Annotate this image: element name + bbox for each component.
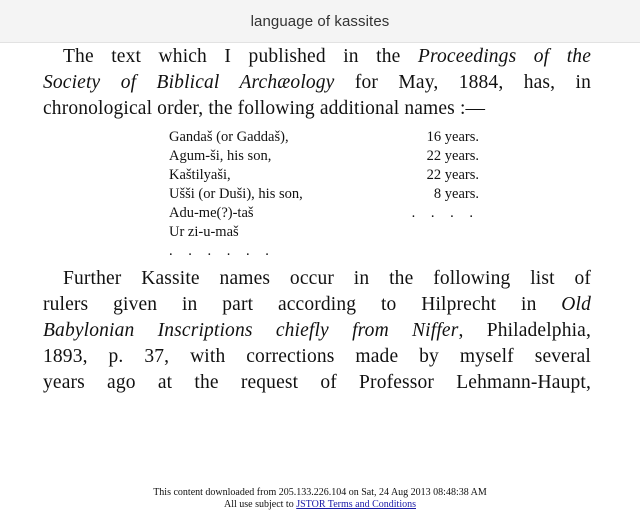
paragraph-1-line-2: Society of Biblical Archæology for May, 1884, has, in [43, 72, 591, 93]
jstor-terms-link[interactable]: JSTOR Terms and Conditions [296, 499, 416, 510]
terms-line: All use subject to JSTOR Terms and Conditions [224, 499, 416, 510]
paragraph-2-line-4: 1893, p. 37, with corrections made by myself several [43, 346, 591, 367]
table-row [169, 223, 479, 242]
ruler-name: Agum-ši, his son, [169, 148, 272, 164]
paragraph-1-line-1: The text which I published in the Proceedings of the [63, 46, 591, 67]
ruler-name: Gandaš (or Gaddaš), [169, 129, 289, 145]
paragraph-2 [43, 266, 591, 396]
paragraph-2-line-5: years ago at the request of Professor Lehmann-Haupt, [43, 372, 591, 393]
ellipsis-row: . . . . . . [169, 243, 275, 259]
paragraph-2-line-2: rulers given in part according to Hilprecht in Old [43, 294, 591, 315]
reign-years: 16 years. [426, 129, 479, 145]
paragraph-1-line-3: chronological order, the following additional names :— [43, 98, 486, 119]
jstor-footer [0, 487, 640, 511]
table-row [169, 166, 479, 185]
paragraph-2-line-3: Babylonian Inscriptions chiefly from Niffer, Philadelphia, [43, 320, 591, 341]
download-notice: This content downloaded from 205.133.226.104 on Sat, 24 Aug 2013 08:48:38 AM [153, 487, 487, 498]
reign-years: . . . . [411, 205, 479, 221]
table-row [169, 147, 479, 166]
paragraph-1 [43, 44, 591, 122]
reign-years: 22 years. [426, 148, 479, 164]
ruler-name: Kaštilyaši, [169, 167, 231, 183]
top-bar [0, 0, 640, 43]
ruler-name: Ušši (or Duši), his son, [169, 186, 303, 202]
table-row [169, 242, 479, 261]
table-row [169, 185, 479, 204]
kassite-names-table [169, 128, 479, 261]
reign-years: 8 years. [433, 186, 479, 202]
document-title: language of kassites [250, 13, 390, 30]
paragraph-2-line-1: Further Kassite names occur in the following list of [63, 268, 591, 289]
ruler-name: Ur zi-u-maš [169, 224, 239, 240]
table-row [169, 204, 479, 223]
ruler-name: Adu-me(?)-taš [169, 205, 254, 221]
reign-years: 22 years. [426, 167, 479, 183]
table-row [169, 128, 479, 147]
